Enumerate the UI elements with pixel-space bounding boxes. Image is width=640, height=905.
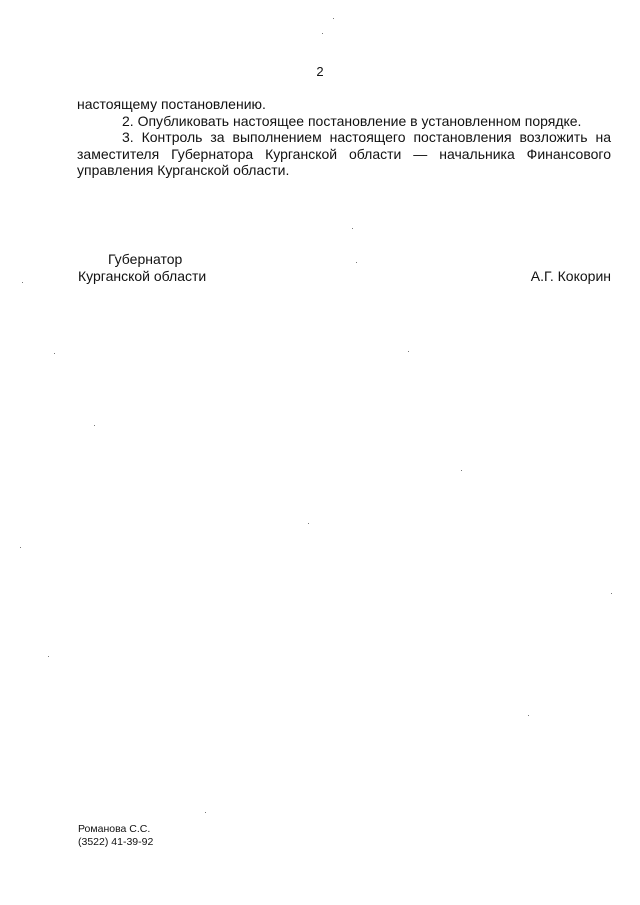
signature-title-line2: Курганской области: [78, 268, 207, 284]
scan-speck: [528, 715, 529, 716]
scan-speck: [322, 33, 323, 34]
paragraph-control: 3. Контроль за выполнением настоящего постановления возложить на заместителя Губернатора Курганской области — начальника Финансового управления Курганской области.: [77, 129, 611, 179]
executor-phone: (3522) 41-39-92: [78, 836, 154, 848]
executor-block: [78, 823, 153, 849]
body-text: [77, 96, 611, 179]
scan-speck: [461, 470, 462, 471]
scan-speck: [356, 262, 357, 263]
scan-speck: [54, 353, 55, 354]
scan-speck: [20, 547, 21, 548]
executor-name: Романова С.С.: [78, 823, 151, 835]
scan-speck: [333, 18, 334, 19]
page-number: 2: [316, 64, 324, 79]
paragraph-continuation: настоящему постановлению.: [77, 96, 266, 112]
signature-name: А.Г. Кокорин: [530, 268, 611, 284]
scan-speck: [205, 812, 206, 813]
scan-speck: [408, 351, 409, 352]
scan-speck: [611, 593, 612, 594]
scan-speck: [308, 523, 309, 524]
signature-block: [78, 251, 612, 285]
scan-speck: [22, 282, 23, 283]
paragraph-publish: 2. Опубликовать настоящее постановление в установленном порядке.: [122, 112, 582, 129]
scan-speck: [352, 228, 353, 229]
signature-title-line1: Губернатор: [108, 251, 183, 267]
scan-speck: [94, 425, 95, 426]
scan-speck: [48, 656, 49, 657]
